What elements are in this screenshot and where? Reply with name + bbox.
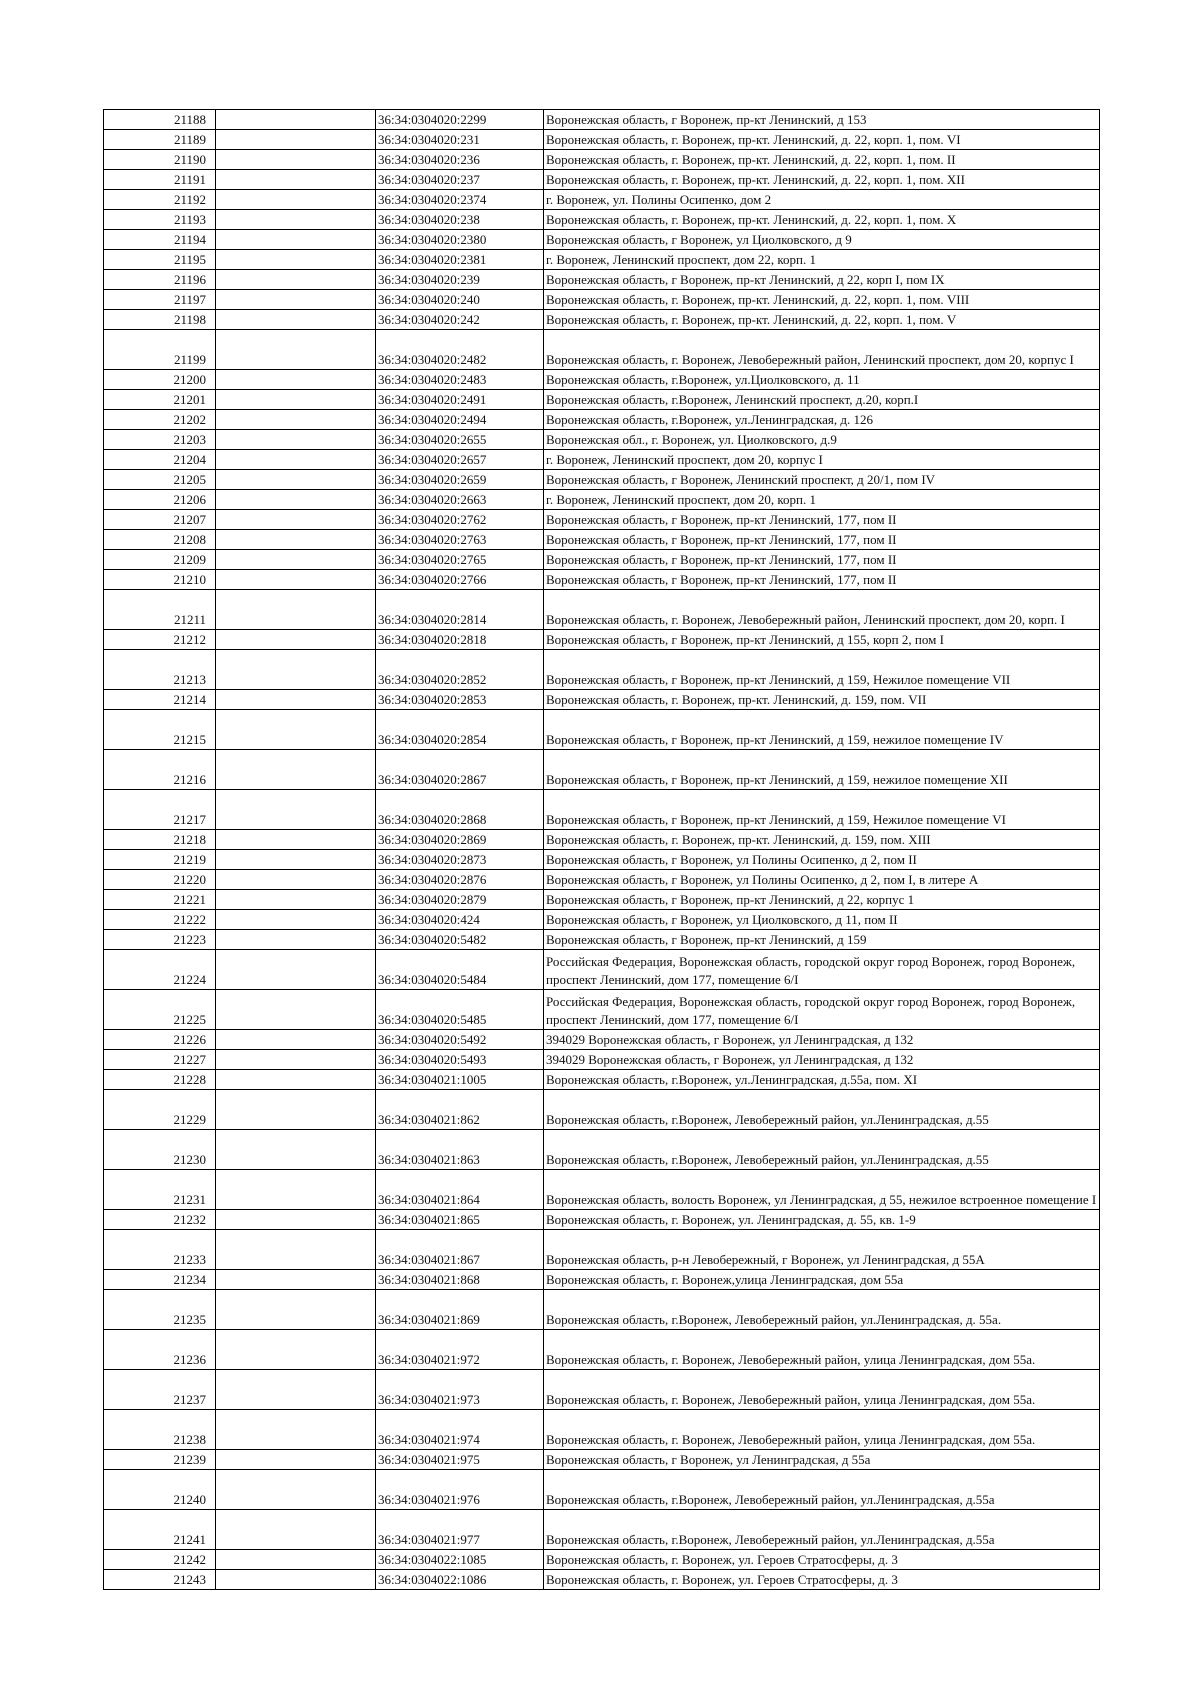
table-row (104, 410, 1100, 430)
cadastral-number: 36:34:0304021:975 (376, 1450, 544, 1470)
cadastral-number: 36:34:0304020:2299 (376, 110, 544, 130)
cadastral-number: 36:34:0304020:424 (376, 910, 544, 930)
empty-cell (216, 510, 376, 530)
row-number: 21196 (104, 270, 216, 290)
empty-cell (216, 1090, 376, 1130)
empty-cell (216, 1570, 376, 1590)
table-row (104, 450, 1100, 470)
cadastral-number: 36:34:0304021:869 (376, 1290, 544, 1330)
empty-cell (216, 270, 376, 290)
empty-cell (216, 370, 376, 390)
empty-cell (216, 1410, 376, 1450)
table-row (104, 1370, 1100, 1410)
empty-cell (216, 130, 376, 150)
cadastral-number: 36:34:0304020:236 (376, 150, 544, 170)
empty-cell (216, 1550, 376, 1570)
cadastral-number: 36:34:0304020:2818 (376, 630, 544, 650)
cadastral-number: 36:34:0304020:2762 (376, 510, 544, 530)
row-number: 21199 (104, 330, 216, 370)
table-row (104, 230, 1100, 250)
row-number: 21231 (104, 1170, 216, 1210)
address-cell: г. Воронеж, Ленинский проспект, дом 20, корпус I (544, 450, 1100, 470)
address-cell: Воронежская область, г Воронеж, пр-кт Ленинский, д 159, Нежилое помещение VII (544, 650, 1100, 690)
row-number: 21198 (104, 310, 216, 330)
row-number: 21208 (104, 530, 216, 550)
empty-cell (216, 110, 376, 130)
table-row (104, 1270, 1100, 1290)
cadastral-register-table (103, 109, 1100, 1590)
row-number: 21241 (104, 1510, 216, 1550)
table-row (104, 430, 1100, 450)
table-row (104, 990, 1100, 1030)
empty-cell (216, 1450, 376, 1470)
table-row (104, 1170, 1100, 1210)
table-row (104, 590, 1100, 630)
address-cell: Воронежская область, г Воронеж, ул Ленинградская, д 55а (544, 1450, 1100, 1470)
address-cell: Воронежская обл., г. Воронеж, ул. Циолковского, д.9 (544, 430, 1100, 450)
address-cell: Воронежская область, г. Воронеж, пр-кт. Ленинский, д. 22, корп. 1, пом. X (544, 210, 1100, 230)
row-number: 21239 (104, 1450, 216, 1470)
cadastral-number: 36:34:0304020:2876 (376, 870, 544, 890)
cadastral-number: 36:34:0304020:5485 (376, 990, 544, 1030)
cadastral-number: 36:34:0304020:2482 (376, 330, 544, 370)
table-row (104, 1030, 1100, 1050)
table-row (104, 1550, 1100, 1570)
table-row (104, 1230, 1100, 1270)
cadastral-number: 36:34:0304020:2655 (376, 430, 544, 450)
address-cell: Воронежская область, г Воронеж, ул Циолковского, д 9 (544, 230, 1100, 250)
cadastral-number: 36:34:0304020:2663 (376, 490, 544, 510)
empty-cell (216, 290, 376, 310)
address-cell: Воронежская область, г.Воронеж, Левобережный район, ул.Ленинградская, д. 55а. (544, 1290, 1100, 1330)
cadastral-number: 36:34:0304022:1085 (376, 1550, 544, 1570)
empty-cell (216, 330, 376, 370)
row-number: 21191 (104, 170, 216, 190)
cadastral-number: 36:34:0304020:2852 (376, 650, 544, 690)
cadastral-number: 36:34:0304020:2869 (376, 830, 544, 850)
address-cell: Воронежская область, г. Воронеж, ул. Ленинградская, д. 55, кв. 1-9 (544, 1210, 1100, 1230)
address-cell: Воронежская область, г.Воронеж, Левобережный район, ул.Ленинградская, д.55а (544, 1470, 1100, 1510)
address-cell: Воронежская область, г. Воронеж, Левобережный район, Ленинский проспект, дом 20, корп. I (544, 590, 1100, 630)
row-number: 21201 (104, 390, 216, 410)
table-row (104, 190, 1100, 210)
cadastral-number: 36:34:0304020:231 (376, 130, 544, 150)
row-number: 21188 (104, 110, 216, 130)
table-row (104, 690, 1100, 710)
row-number: 21200 (104, 370, 216, 390)
empty-cell (216, 150, 376, 170)
address-cell: Воронежская область, г. Воронеж, ул. Героев Стратосферы, д. 3 (544, 1550, 1100, 1570)
row-number: 21220 (104, 870, 216, 890)
address-cell: Воронежская область, г. Воронеж, пр-кт. Ленинский, д. 22, корп. 1, пом. II (544, 150, 1100, 170)
row-number: 21233 (104, 1230, 216, 1270)
empty-cell (216, 750, 376, 790)
table-row (104, 1090, 1100, 1130)
address-cell: г. Воронеж, ул. Полины Осипенко, дом 2 (544, 190, 1100, 210)
empty-cell (216, 950, 376, 990)
cadastral-number: 36:34:0304020:5493 (376, 1050, 544, 1070)
table-row (104, 1570, 1100, 1590)
table-row (104, 650, 1100, 690)
table-row (104, 310, 1100, 330)
table-row (104, 1050, 1100, 1070)
table-row (104, 150, 1100, 170)
empty-cell (216, 690, 376, 710)
cadastral-number: 36:34:0304021:976 (376, 1470, 544, 1510)
cadastral-number: 36:34:0304020:5482 (376, 930, 544, 950)
empty-cell (216, 530, 376, 550)
empty-cell (216, 410, 376, 430)
address-cell: Воронежская область, г. Воронеж, пр-кт. Ленинский, д. 22, корп. 1, пом. XII (544, 170, 1100, 190)
empty-cell (216, 1230, 376, 1270)
empty-cell (216, 1510, 376, 1550)
row-number: 21209 (104, 550, 216, 570)
row-number: 21205 (104, 470, 216, 490)
address-cell: Воронежская область, г Воронеж, пр-кт Ленинский, д 22, корп I, пом IX (544, 270, 1100, 290)
empty-cell (216, 570, 376, 590)
table-row (104, 130, 1100, 150)
cadastral-number: 36:34:0304020:2868 (376, 790, 544, 830)
address-cell: Воронежская область, г. Воронеж, пр-кт. Ленинский, д. 22, корп. 1, пом. V (544, 310, 1100, 330)
cadastral-number: 36:34:0304020:240 (376, 290, 544, 310)
cadastral-number: 36:34:0304021:977 (376, 1510, 544, 1550)
address-cell: Воронежская область, г Воронеж, пр-кт Ленинский, 177, пом II (544, 570, 1100, 590)
address-cell: Воронежская область, г. Воронеж, ул. Героев Стратосферы, д. 3 (544, 1570, 1100, 1590)
row-number: 21189 (104, 130, 216, 150)
empty-cell (216, 990, 376, 1030)
empty-cell (216, 830, 376, 850)
table-row (104, 1210, 1100, 1230)
empty-cell (216, 310, 376, 330)
cadastral-number: 36:34:0304020:2380 (376, 230, 544, 250)
empty-cell (216, 910, 376, 930)
row-number: 21228 (104, 1070, 216, 1090)
cadastral-number: 36:34:0304021:868 (376, 1270, 544, 1290)
address-cell: Воронежская область, г.Воронеж, Левобережный район, ул.Ленинградская, д.55 (544, 1130, 1100, 1170)
row-number: 21235 (104, 1290, 216, 1330)
table-row (104, 1470, 1100, 1510)
table-row (104, 830, 1100, 850)
address-cell: Воронежская область, г Воронеж, пр-кт Ленинский, 177, пом II (544, 550, 1100, 570)
table-row (104, 490, 1100, 510)
row-number: 21219 (104, 850, 216, 870)
cadastral-number: 36:34:0304021:974 (376, 1410, 544, 1450)
row-number: 21193 (104, 210, 216, 230)
address-cell: Воронежская область, г.Воронеж, Левобережный район, ул.Ленинградская, д.55а (544, 1510, 1100, 1550)
empty-cell (216, 490, 376, 510)
empty-cell (216, 390, 376, 410)
empty-cell (216, 1370, 376, 1410)
row-number: 21194 (104, 230, 216, 250)
cadastral-number: 36:34:0304020:2657 (376, 450, 544, 470)
address-cell: Воронежская область, г Воронеж, пр-кт Ленинский, д 22, корпус 1 (544, 890, 1100, 910)
empty-cell (216, 1210, 376, 1230)
row-number: 21211 (104, 590, 216, 630)
row-number: 21202 (104, 410, 216, 430)
cadastral-number: 36:34:0304020:2766 (376, 570, 544, 590)
empty-cell (216, 930, 376, 950)
address-cell: Воронежская область, г Воронеж, ул Полины Осипенко, д 2, пом I, в литере А (544, 870, 1100, 890)
empty-cell (216, 1330, 376, 1370)
empty-cell (216, 430, 376, 450)
table-row (104, 710, 1100, 750)
row-number: 21207 (104, 510, 216, 530)
table-row (104, 850, 1100, 870)
address-cell: Воронежская область, г Воронеж, пр-кт Ленинский, 177, пом II (544, 530, 1100, 550)
table-row (104, 1510, 1100, 1550)
cadastral-number: 36:34:0304021:865 (376, 1210, 544, 1230)
cadastral-number: 36:34:0304020:2814 (376, 590, 544, 630)
cadastral-number: 36:34:0304021:863 (376, 1130, 544, 1170)
row-number: 21212 (104, 630, 216, 650)
cadastral-number: 36:34:0304020:2483 (376, 370, 544, 390)
cadastral-number: 36:34:0304020:2867 (376, 750, 544, 790)
table-row (104, 750, 1100, 790)
address-cell: Воронежская область, г.Воронеж, Ленинский проспект, д.20, корп.I (544, 390, 1100, 410)
row-number: 21214 (104, 690, 216, 710)
cadastral-number: 36:34:0304022:1086 (376, 1570, 544, 1590)
row-number: 21222 (104, 910, 216, 930)
table-body (104, 110, 1100, 1590)
address-cell: Воронежская область, г Воронеж, пр-кт Ленинский, д 159, нежилое помещение IV (544, 710, 1100, 750)
cadastral-number: 36:34:0304021:973 (376, 1370, 544, 1410)
row-number: 21227 (104, 1050, 216, 1070)
cadastral-number: 36:34:0304020:2659 (376, 470, 544, 490)
table-row (104, 330, 1100, 370)
empty-cell (216, 230, 376, 250)
empty-cell (216, 1130, 376, 1170)
row-number: 21216 (104, 750, 216, 790)
table-row (104, 270, 1100, 290)
row-number: 21236 (104, 1330, 216, 1370)
row-number: 21243 (104, 1570, 216, 1590)
cadastral-number: 36:34:0304020:5492 (376, 1030, 544, 1050)
address-cell: Воронежская область, г Воронеж, ул Полины Осипенко, д 2, пом II (544, 850, 1100, 870)
cadastral-number: 36:34:0304020:2494 (376, 410, 544, 430)
row-number: 21221 (104, 890, 216, 910)
table-row (104, 890, 1100, 910)
cadastral-number: 36:34:0304020:2853 (376, 690, 544, 710)
empty-cell (216, 550, 376, 570)
empty-cell (216, 870, 376, 890)
empty-cell (216, 1050, 376, 1070)
cadastral-number: 36:34:0304021:864 (376, 1170, 544, 1210)
table-row (104, 1330, 1100, 1370)
cadastral-number: 36:34:0304021:972 (376, 1330, 544, 1370)
empty-cell (216, 790, 376, 830)
empty-cell (216, 1290, 376, 1330)
address-cell: Воронежская область, г Воронеж, пр-кт Ленинский, д 159 (544, 930, 1100, 950)
address-cell: Воронежская область, г. Воронеж, Левобережный район, Ленинский проспект, дом 20, корпус I (544, 330, 1100, 370)
row-number: 21232 (104, 1210, 216, 1230)
row-number: 21215 (104, 710, 216, 750)
cadastral-number: 36:34:0304021:867 (376, 1230, 544, 1270)
row-number: 21237 (104, 1370, 216, 1410)
address-cell: Воронежская область, г Воронеж, Ленинский проспект, д 20/1, пом IV (544, 470, 1100, 490)
address-cell: Воронежская область, г. Воронеж, Левобережный район, улица Ленинградская, дом 55а. (544, 1330, 1100, 1370)
empty-cell (216, 590, 376, 630)
address-cell: Воронежская область, г. Воронеж,улица Ленинградская, дом 55а (544, 1270, 1100, 1290)
address-cell: Воронежская область, г. Воронеж, пр-кт. Ленинский, д. 159, пом. XIII (544, 830, 1100, 850)
empty-cell (216, 250, 376, 270)
address-cell: Воронежская область, г.Воронеж, ул.Ленинградская, д. 126 (544, 410, 1100, 430)
address-cell: Воронежская область, г. Воронеж, пр-кт. Ленинский, д. 22, корп. 1, пом. VI (544, 130, 1100, 150)
table-row (104, 570, 1100, 590)
table-row (104, 950, 1100, 990)
row-number: 21238 (104, 1410, 216, 1450)
cadastral-number: 36:34:0304020:2381 (376, 250, 544, 270)
address-cell: Воронежская область, г.Воронеж, ул.Ленинградская, д.55а, пом. XI (544, 1070, 1100, 1090)
address-cell: Воронежская область, г Воронеж, пр-кт Ленинский, д 159, нежилое помещение XII (544, 750, 1100, 790)
cadastral-number: 36:34:0304021:862 (376, 1090, 544, 1130)
address-cell: Воронежская область, г. Воронеж, пр-кт. Ленинский, д. 159, пом. VII (544, 690, 1100, 710)
table-row (104, 870, 1100, 890)
table-row (104, 1070, 1100, 1090)
cadastral-number: 36:34:0304020:238 (376, 210, 544, 230)
table-row (104, 530, 1100, 550)
row-number: 21225 (104, 990, 216, 1030)
cadastral-number: 36:34:0304020:2854 (376, 710, 544, 750)
cadastral-number: 36:34:0304020:2374 (376, 190, 544, 210)
table-row (104, 370, 1100, 390)
address-cell: Воронежская область, г. Воронеж, Левобережный район, улица Ленинградская, дом 55а. (544, 1410, 1100, 1450)
table-row (104, 250, 1100, 270)
cadastral-number: 36:34:0304020:242 (376, 310, 544, 330)
table-row (104, 390, 1100, 410)
address-cell: Российская Федерация, Воронежская область, городской округ город Воронеж, город Воронеж, проспект Ленинский, дом 177, помещение 6/I (544, 990, 1100, 1030)
empty-cell (216, 190, 376, 210)
table-row (104, 550, 1100, 570)
row-number: 21210 (104, 570, 216, 590)
address-cell: Воронежская область, г Воронеж, пр-кт Ленинский, 177, пом II (544, 510, 1100, 530)
row-number: 21204 (104, 450, 216, 470)
table-row (104, 1450, 1100, 1470)
empty-cell (216, 450, 376, 470)
table-row (104, 210, 1100, 230)
address-cell: Воронежская область, г Воронеж, пр-кт Ленинский, д 159, Нежилое помещение VI (544, 790, 1100, 830)
empty-cell (216, 650, 376, 690)
table-row (104, 1410, 1100, 1450)
row-number: 21223 (104, 930, 216, 950)
address-cell: 394029 Воронежская область, г Воронеж, ул Ленинградская, д 132 (544, 1050, 1100, 1070)
empty-cell (216, 1470, 376, 1510)
row-number: 21230 (104, 1130, 216, 1170)
row-number: 21234 (104, 1270, 216, 1290)
address-cell: Воронежская область, г.Воронеж, Левобережный район, ул.Ленинградская, д.55 (544, 1090, 1100, 1130)
row-number: 21206 (104, 490, 216, 510)
row-number: 21190 (104, 150, 216, 170)
row-number: 21229 (104, 1090, 216, 1130)
empty-cell (216, 210, 376, 230)
cadastral-number: 36:34:0304020:237 (376, 170, 544, 190)
table-row (104, 630, 1100, 650)
cadastral-number: 36:34:0304020:2765 (376, 550, 544, 570)
address-cell: Воронежская область, г Воронеж, ул Циолковского, д 11, пом II (544, 910, 1100, 930)
address-cell: Воронежская область, г. Воронеж, Левобережный район, улица Ленинградская, дом 55а. (544, 1370, 1100, 1410)
address-cell: Воронежская область, г Воронеж, пр-кт Ленинский, д 153 (544, 110, 1100, 130)
empty-cell (216, 630, 376, 650)
empty-cell (216, 890, 376, 910)
address-cell: 394029 Воронежская область, г Воронеж, ул Ленинградская, д 132 (544, 1030, 1100, 1050)
empty-cell (216, 710, 376, 750)
table-row (104, 290, 1100, 310)
cadastral-number: 36:34:0304020:5484 (376, 950, 544, 990)
empty-cell (216, 850, 376, 870)
address-cell: Воронежская область, р-н Левобережный, г Воронеж, ул Ленинградская, д 55А (544, 1230, 1100, 1270)
table-row (104, 1290, 1100, 1330)
row-number: 21240 (104, 1470, 216, 1510)
address-cell: г. Воронеж, Ленинский проспект, дом 20, корп. 1 (544, 490, 1100, 510)
empty-cell (216, 1170, 376, 1210)
row-number: 21195 (104, 250, 216, 270)
address-cell: Воронежская область, г Воронеж, пр-кт Ленинский, д 155, корп 2, пом I (544, 630, 1100, 650)
cadastral-number: 36:34:0304020:2491 (376, 390, 544, 410)
table-row (104, 470, 1100, 490)
row-number: 21213 (104, 650, 216, 690)
table-row (104, 910, 1100, 930)
row-number: 21217 (104, 790, 216, 830)
empty-cell (216, 1070, 376, 1090)
table-row (104, 1130, 1100, 1170)
table-row (104, 170, 1100, 190)
empty-cell (216, 1270, 376, 1290)
cadastral-number: 36:34:0304020:239 (376, 270, 544, 290)
row-number: 21197 (104, 290, 216, 310)
cadastral-number: 36:34:0304020:2763 (376, 530, 544, 550)
address-cell: Российская Федерация, Воронежская область, городской округ город Воронеж, город Воронеж, проспект Ленинский, дом 177, помещение 6/I (544, 950, 1100, 990)
empty-cell (216, 470, 376, 490)
address-cell: г. Воронеж, Ленинский проспект, дом 22, корп. 1 (544, 250, 1100, 270)
row-number: 21224 (104, 950, 216, 990)
cadastral-number: 36:34:0304021:1005 (376, 1070, 544, 1090)
table-row (104, 790, 1100, 830)
row-number: 21203 (104, 430, 216, 450)
table-row (104, 510, 1100, 530)
row-number: 21226 (104, 1030, 216, 1050)
address-cell: Воронежская область, волость Воронеж, ул Ленинградская, д 55, нежилое встроенное помещение I (544, 1170, 1100, 1210)
table-row (104, 930, 1100, 950)
empty-cell (216, 1030, 376, 1050)
cadastral-number: 36:34:0304020:2873 (376, 850, 544, 870)
row-number: 21218 (104, 830, 216, 850)
row-number: 21192 (104, 190, 216, 210)
cadastral-number: 36:34:0304020:2879 (376, 890, 544, 910)
empty-cell (216, 170, 376, 190)
row-number: 21242 (104, 1550, 216, 1570)
address-cell: Воронежская область, г.Воронеж, ул.Циолковского, д. 11 (544, 370, 1100, 390)
table-row (104, 110, 1100, 130)
address-cell: Воронежская область, г. Воронеж, пр-кт. Ленинский, д. 22, корп. 1, пом. VIII (544, 290, 1100, 310)
